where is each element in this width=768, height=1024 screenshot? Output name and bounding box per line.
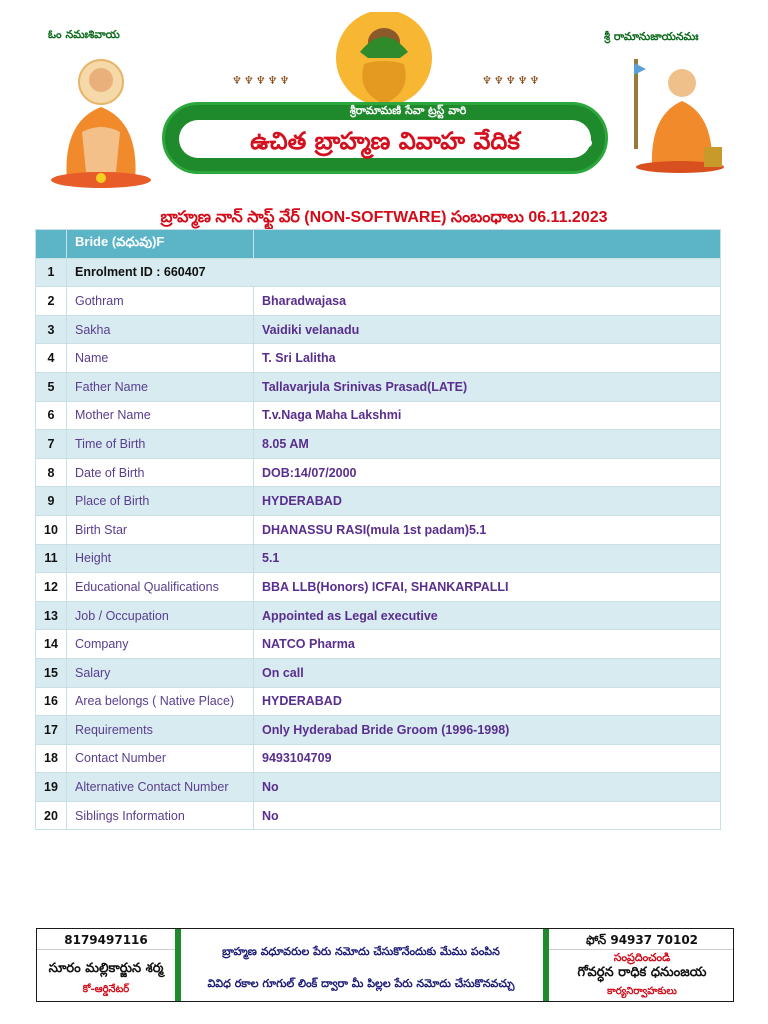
- footer-note-line-1: బ్రాహ్మణ వధూవరుల పేరు నమోదు చేసుకొనేందుకు మేము పంపిన: [222, 945, 500, 958]
- table-row: [36, 487, 721, 516]
- row-value: T. Sri Lalitha: [254, 344, 721, 373]
- row-number: 15: [36, 658, 67, 687]
- row-value: Vaidiki velanadu: [254, 315, 721, 344]
- row-label: Salary: [67, 658, 254, 687]
- decor-ornament-right: ♆♆♆♆♆: [482, 74, 542, 87]
- row-number: 14: [36, 630, 67, 659]
- row-value: Tallavarjula Srinivas Prasad(LATE): [254, 372, 721, 401]
- row-number: 12: [36, 573, 67, 602]
- page-heading: బ్రాహ్మణ నాన్ సాఫ్ట్ వేర్ (NON-SOFTWARE) సంబంధాలు 06.11.2023: [160, 209, 608, 226]
- row-label: Educational Qualifications: [67, 573, 254, 602]
- row-label: Height: [67, 544, 254, 573]
- row-label: Alternative Contact Number: [67, 773, 254, 802]
- profile-table: [35, 229, 721, 830]
- table-row: [36, 601, 721, 630]
- row-label: Job / Occupation: [67, 601, 254, 630]
- row-value: T.v.Naga Maha Lakshmi: [254, 401, 721, 430]
- banner-dot-right: [584, 139, 592, 147]
- table-row: [36, 458, 721, 487]
- table-row: [36, 801, 721, 830]
- row-label: Company: [67, 630, 254, 659]
- banner-dot-left: [180, 139, 188, 147]
- row-value: Only Hyderabad Bride Groom (1996-1998): [254, 716, 721, 745]
- table-row: [36, 716, 721, 745]
- adi-shankara-image: [42, 52, 160, 190]
- table-row: [36, 544, 721, 573]
- table-row: [36, 515, 721, 544]
- organizer-contact-label: సంప్రదించండి: [613, 951, 671, 964]
- row-number: 18: [36, 744, 67, 773]
- row-number: 1: [36, 258, 67, 287]
- row-number: 13: [36, 601, 67, 630]
- row-value: HYDERABAD: [254, 687, 721, 716]
- row-value: No: [254, 773, 721, 802]
- row-label: Gothram: [67, 287, 254, 316]
- row-value: 9493104709: [254, 744, 721, 773]
- table-row: [36, 258, 721, 287]
- mantra-left: ఓం నమఃశివాయ: [48, 28, 120, 41]
- row-number: 9: [36, 487, 67, 516]
- row-value: 5.1: [254, 544, 721, 573]
- row-number: 4: [36, 344, 67, 373]
- row-number: 3: [36, 315, 67, 344]
- coordinator-phone: 8179497116: [64, 933, 148, 947]
- row-value: No: [254, 801, 721, 830]
- table-row: [36, 773, 721, 802]
- table-row: [36, 744, 721, 773]
- table-header-row: [36, 230, 721, 259]
- row-label: Contact Number: [67, 744, 254, 773]
- row-number: 5: [36, 372, 67, 401]
- row-value: NATCO Pharma: [254, 630, 721, 659]
- row-value: On call: [254, 658, 721, 687]
- table-row: [36, 430, 721, 459]
- enrolment-id: Enrolment ID : 660407: [67, 258, 721, 287]
- footer-divider: [543, 929, 549, 1001]
- row-label: Siblings Information: [67, 801, 254, 830]
- row-value: DHANASSU RASI(mula 1st padam)5.1: [254, 515, 721, 544]
- row-number: 19: [36, 773, 67, 802]
- row-label: Requirements: [67, 716, 254, 745]
- mantra-right: శ్రీ రామానుజాయనమః: [604, 30, 699, 43]
- banner-subtitle: శ్రీరామామణి సేవా ట్రస్ట్ వారి: [349, 104, 467, 117]
- table-row: [36, 573, 721, 602]
- row-number: 20: [36, 801, 67, 830]
- ramanuja-image: [630, 55, 725, 173]
- table-row: [36, 687, 721, 716]
- row-number: 2: [36, 287, 67, 316]
- row-number: 7: [36, 430, 67, 459]
- footer-divider: [175, 929, 181, 1001]
- row-label: Date of Birth: [67, 458, 254, 487]
- table-row: [36, 315, 721, 344]
- footer-note-line-2: వివిధ రకాల గూగుల్ లింక్ ద్వారా మీ పిల్లల పేరు నమోదు చేసుకొనవచ్చు: [207, 977, 515, 990]
- row-value: DOB:14/07/2000: [254, 458, 721, 487]
- table-row: [36, 630, 721, 659]
- decor-ornament-left: ♆♆♆♆♆: [232, 74, 292, 87]
- organizer-name: గోవర్ధన రాధిక ధనుంజయ: [577, 965, 707, 980]
- row-label: Birth Star: [67, 515, 254, 544]
- header-num-cell: [36, 230, 67, 259]
- table-row: [36, 372, 721, 401]
- row-label: Sakha: [67, 315, 254, 344]
- row-label: Time of Birth: [67, 430, 254, 459]
- row-number: 10: [36, 515, 67, 544]
- row-label: Place of Birth: [67, 487, 254, 516]
- table-row: [36, 287, 721, 316]
- row-number: 17: [36, 716, 67, 745]
- footer-contact-box: [36, 928, 734, 1002]
- row-number: 6: [36, 401, 67, 430]
- organizer-role: కార్యనిర్వాహకులు: [607, 986, 677, 997]
- row-number: 11: [36, 544, 67, 573]
- row-value: 8.05 AM: [254, 430, 721, 459]
- header-label: Bride (వధువు)F: [67, 230, 254, 259]
- row-value: Appointed as Legal executive: [254, 601, 721, 630]
- row-label: Name: [67, 344, 254, 373]
- row-label: Area belongs ( Native Place): [67, 687, 254, 716]
- coordinator-role: కో-ఆర్డినేటర్: [82, 984, 130, 995]
- row-number: 16: [36, 687, 67, 716]
- coordinator-name: సూరం మల్లికార్జున శర్మ: [48, 961, 164, 976]
- row-value: Bharadwajasa: [254, 287, 721, 316]
- banner-title: ఉచిత బ్రాహ్మణ వివాహ వేదిక: [250, 127, 520, 155]
- table-row: [36, 658, 721, 687]
- row-label: Father Name: [67, 372, 254, 401]
- row-value: HYDERABAD: [254, 487, 721, 516]
- table-row: [36, 344, 721, 373]
- kalasham-image: [330, 12, 438, 112]
- row-value: BBA LLB(Honors) ICFAI, SHANKARPALLI: [254, 573, 721, 602]
- organizer-phone: ఫోన్ 94937 70102: [585, 933, 699, 947]
- row-number: 8: [36, 458, 67, 487]
- table-row: [36, 401, 721, 430]
- row-label: Mother Name: [67, 401, 254, 430]
